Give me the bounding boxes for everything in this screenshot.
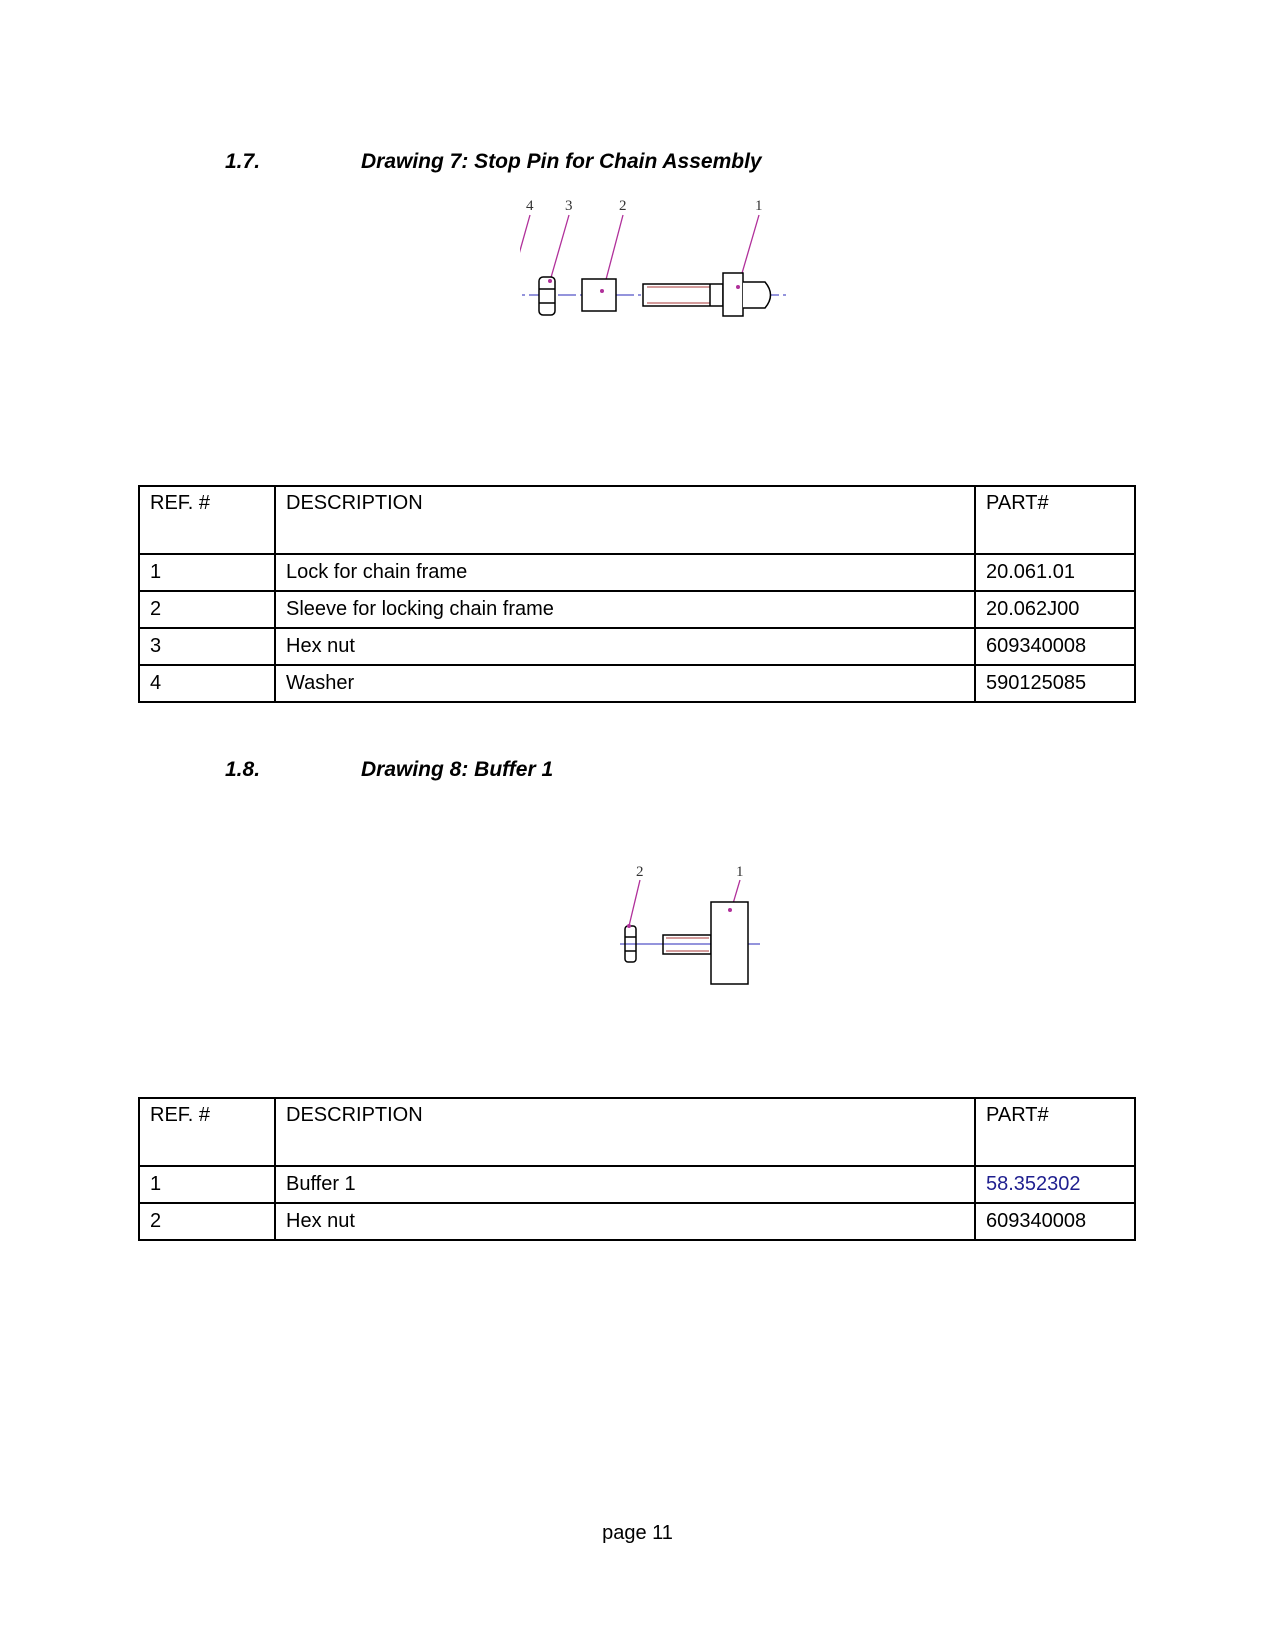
ref-cell: 2 xyxy=(139,591,275,628)
callout-1: 1 xyxy=(755,198,763,214)
header-description: DESCRIPTION xyxy=(275,1098,975,1166)
callout-2: 2 xyxy=(619,198,627,214)
header-part: PART# xyxy=(975,1098,1135,1166)
header-description: DESCRIPTION xyxy=(275,486,975,554)
table-row xyxy=(139,665,1135,702)
description-cell: Lock for chain frame xyxy=(275,554,975,591)
ref-cell: 1 xyxy=(139,554,275,591)
table-row xyxy=(139,554,1135,591)
header-part: PART# xyxy=(975,486,1135,554)
sleeve-part xyxy=(582,279,616,311)
table-row xyxy=(139,628,1135,665)
buffer-part xyxy=(663,902,748,984)
table-header-row xyxy=(139,486,1135,554)
drawing-7-stop-pin xyxy=(520,195,840,335)
description-cell: Washer xyxy=(275,665,975,702)
part-cell: 609340008 xyxy=(975,628,1135,665)
description-cell: Hex nut xyxy=(275,1203,975,1240)
ref-cell: 2 xyxy=(139,1203,275,1240)
part-cell: 590125085 xyxy=(975,665,1135,702)
section-title: Drawing 7: Stop Pin for Chain Assembly xyxy=(361,150,762,173)
callout-2: 2 xyxy=(636,864,644,880)
ref-cell: 1 xyxy=(139,1166,275,1203)
part-cell: 20.062J00 xyxy=(975,591,1135,628)
table-row xyxy=(139,1166,1135,1203)
parts-table-drawing-7 xyxy=(138,485,1136,703)
description-cell: Buffer 1 xyxy=(275,1166,975,1203)
part-cell xyxy=(975,1166,1135,1203)
table-row xyxy=(139,1203,1135,1240)
page-number: page 11 xyxy=(602,1522,673,1544)
description-cell: Hex nut xyxy=(275,628,975,665)
header-ref: REF. # xyxy=(139,486,275,554)
part-cell: 20.061.01 xyxy=(975,554,1135,591)
lock-pin-part xyxy=(643,273,771,316)
stop-pin-exploded-view xyxy=(520,195,840,335)
table-row xyxy=(139,591,1135,628)
buffer-exploded-view xyxy=(605,860,785,1000)
section-number: 1.8. xyxy=(225,758,261,781)
part-cell: 609340008 xyxy=(975,1203,1135,1240)
drawing-8-buffer xyxy=(605,860,785,1000)
ref-cell: 3 xyxy=(139,628,275,665)
header-ref: REF. # xyxy=(139,1098,275,1166)
ref-cell: 4 xyxy=(139,665,275,702)
section-title: Drawing 8: Buffer 1 xyxy=(361,758,554,781)
hex-nut-part xyxy=(539,277,555,315)
table-header-row xyxy=(139,1098,1135,1166)
parts-table-drawing-8 xyxy=(138,1097,1136,1241)
callout-3: 3 xyxy=(565,198,573,214)
description-cell: Sleeve for locking chain frame xyxy=(275,591,975,628)
callout-1: 1 xyxy=(736,864,744,880)
section-number: 1.7. xyxy=(225,150,261,173)
callout-4: 4 xyxy=(526,198,534,214)
part-number-link[interactable]: 58.352302 xyxy=(986,1173,1081,1195)
